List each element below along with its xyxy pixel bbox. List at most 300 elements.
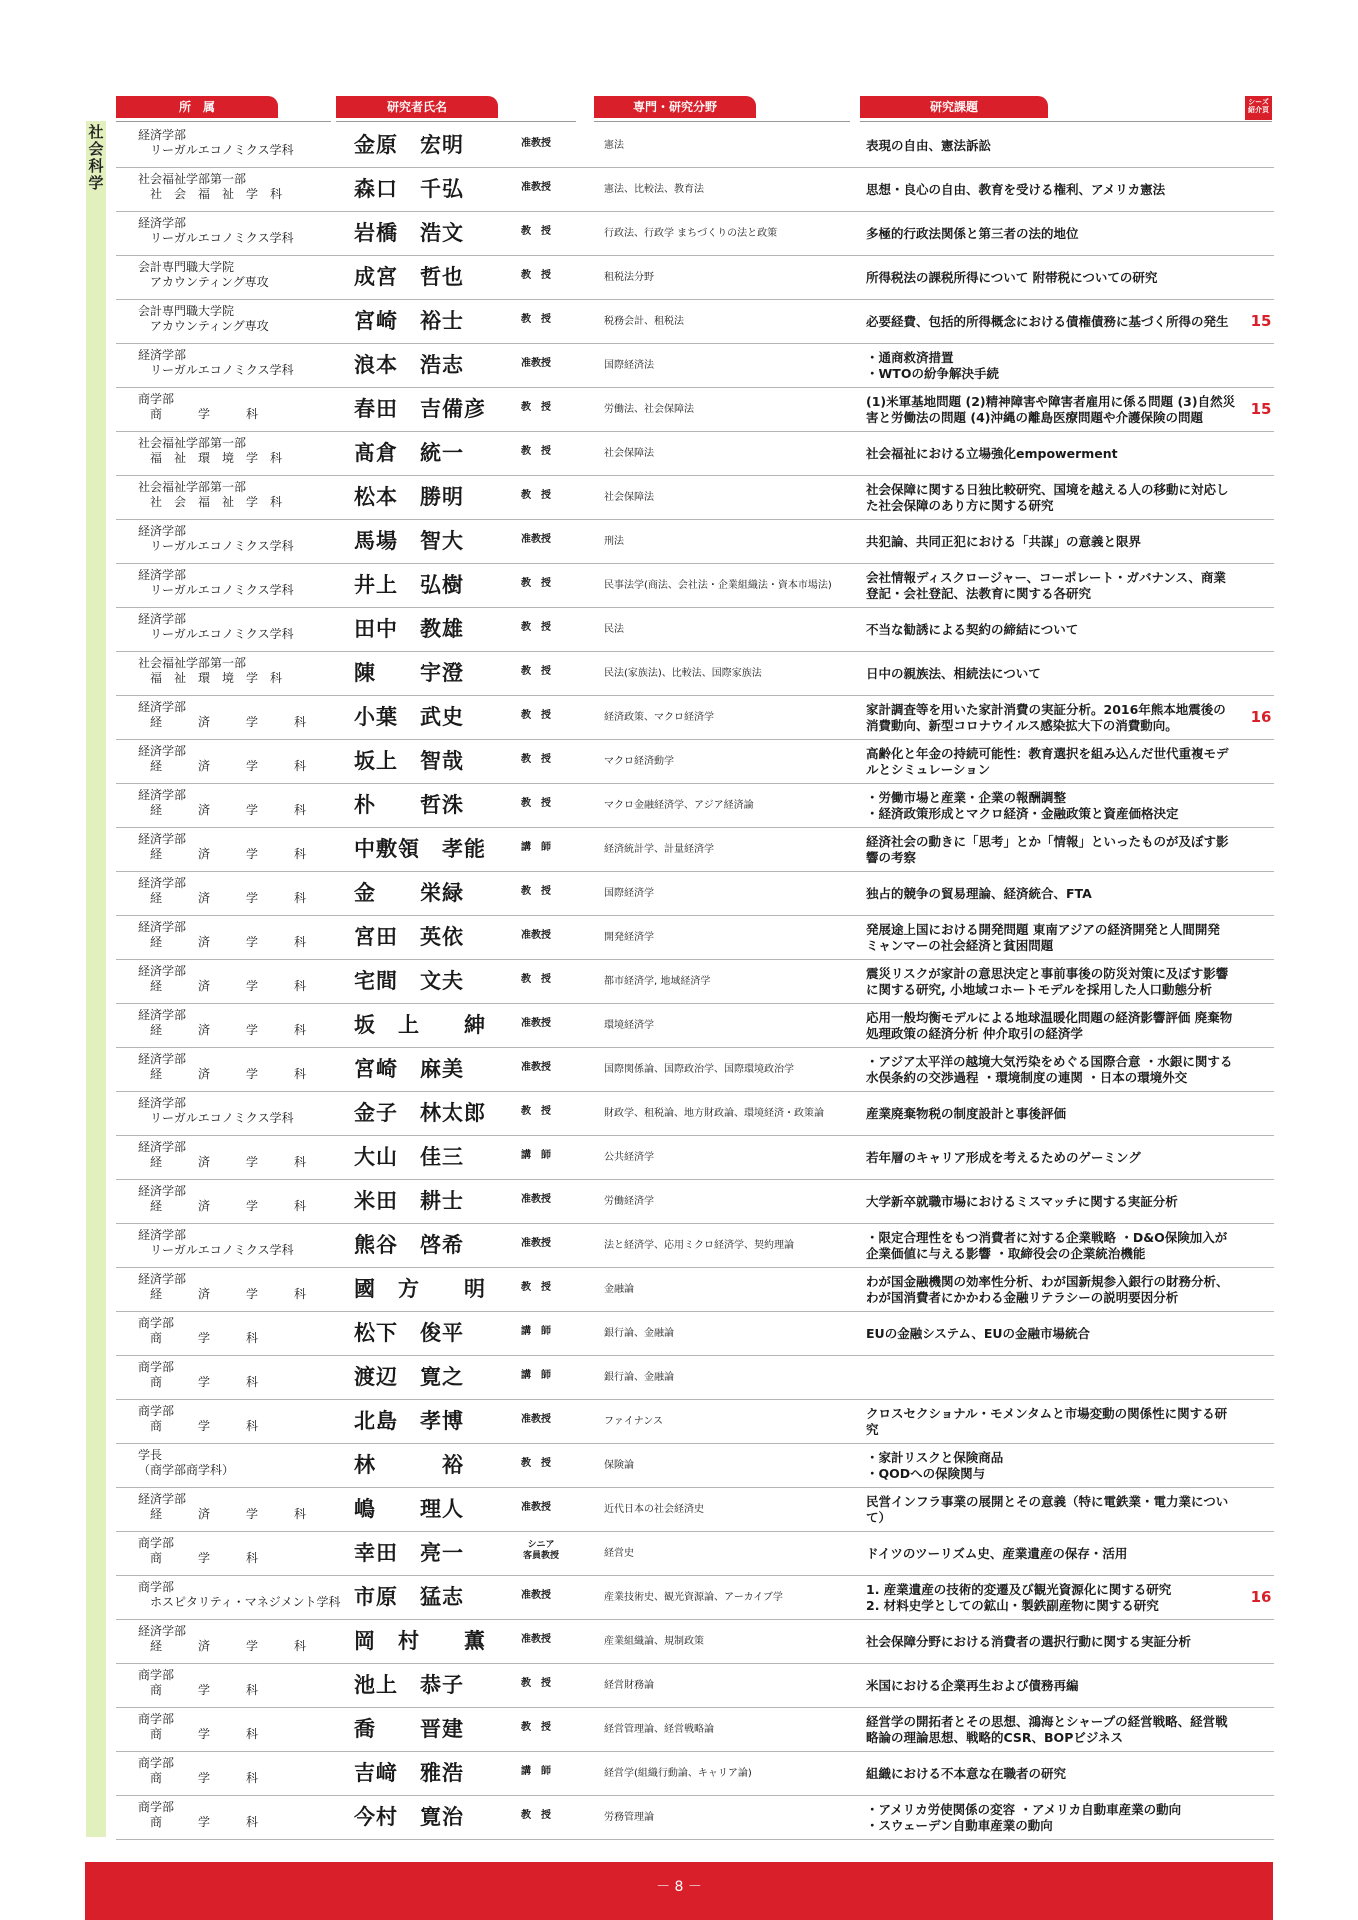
research-topic	[866, 1054, 1236, 1086]
table-row	[0, 1312, 1358, 1356]
research-field: 行政法、行政学 まちづくりの法と政策	[604, 228, 778, 239]
affiliation-faculty: 経済学部	[138, 216, 187, 230]
table-row	[0, 1576, 1358, 1620]
affiliation-faculty: 商学部	[138, 392, 175, 406]
affiliation-faculty: 経済学部	[138, 1140, 187, 1154]
research-topic	[866, 1758, 1236, 1790]
researcher-title: 講 師	[521, 1326, 551, 1337]
affiliation-faculty: 経済学部	[138, 744, 187, 758]
affiliation	[138, 480, 328, 510]
research-topic	[866, 922, 1236, 954]
research-field: 開発経済学	[604, 932, 654, 943]
research-topic-text: 1. 産業遺産の技術的変遷及び観光資源化に関する研究 2. 材料史学としての鉱山・製鉄副産物に関する研究	[866, 1582, 1172, 1613]
researcher-name: 松本 勝明	[354, 485, 464, 509]
affiliation-faculty: 経済学部	[138, 1624, 187, 1638]
affiliation-department: 経 済 学 科	[138, 1287, 307, 1301]
table-row	[0, 1004, 1358, 1048]
researcher-name: 喬 晋建	[354, 1717, 464, 1741]
affiliation-faculty: 経済学部	[138, 1096, 187, 1110]
research-topic	[866, 174, 1236, 206]
researcher-title: 教 授	[521, 1282, 551, 1293]
research-field: 財政学、租税論、地方財政論、環境経済・政策論	[604, 1108, 824, 1119]
research-topic-text: 会社情報ディスクロージャー、コーポレート・ガバナンス、商業登記・会社登記、法教育に関する各研究	[866, 570, 1226, 601]
affiliation-department: アカウンティング専攻	[138, 275, 269, 289]
research-topic-text: 共犯論、共同正犯における「共謀」の意義と限界	[866, 534, 1142, 549]
affiliation-faculty: 商学部	[138, 1536, 175, 1550]
table-row	[0, 696, 1358, 740]
seeds-page: 15	[1250, 400, 1272, 418]
researcher-title: 教 授	[521, 666, 551, 677]
researcher-name: 馬場 智大	[354, 529, 464, 553]
affiliation-department: 福 祉 環 境 学 科	[138, 671, 283, 685]
research-topic-text: 表現の自由、憲法訴訟	[866, 138, 992, 153]
affiliation-faculty: 学長	[138, 1448, 163, 1462]
researcher-title: 准教授	[521, 1590, 551, 1601]
affiliation	[138, 1404, 328, 1434]
researcher-title: 教 授	[521, 446, 551, 457]
affiliation	[138, 1316, 328, 1346]
affiliation	[138, 1668, 328, 1698]
affiliation	[138, 568, 328, 598]
researcher-name: 金子 林太郎	[354, 1101, 486, 1125]
table-row	[0, 300, 1358, 344]
research-field: 金融論	[604, 1284, 634, 1295]
table-row	[0, 1664, 1358, 1708]
research-topic	[866, 614, 1236, 646]
affiliation-faculty: 社会福祉学部第一部	[138, 480, 247, 494]
research-field: 民法	[604, 624, 624, 635]
affiliation-faculty: 経済学部	[138, 1052, 187, 1066]
header-field: 専門・研究分野	[594, 96, 756, 118]
researcher-title: 講 師	[521, 1370, 551, 1381]
researcher-name: 髙倉 統一	[354, 441, 464, 465]
affiliation	[138, 1492, 328, 1522]
affiliation-faculty: 社会福祉学部第一部	[138, 436, 247, 450]
researcher-title: 教 授	[521, 1458, 551, 1469]
affiliation-department: 商 学 科	[138, 407, 259, 421]
research-topic-text: ・限定合理性をもつ消費者に対する企業戦略 ・D&O保険加入が企業価値に与える影響 ・取締役会の企業統治機能	[866, 1230, 1228, 1261]
researcher-name: 春田 吉備彦	[354, 397, 486, 421]
researcher-title: 教 授	[521, 402, 551, 413]
category-label: 社 会 科 学	[88, 123, 104, 192]
affiliation	[138, 524, 328, 554]
research-field: 経営学(組織行動論、キャリア論)	[604, 1768, 752, 1779]
affiliation	[138, 260, 328, 290]
affiliation-department: 経 済 学 科	[138, 1155, 307, 1169]
research-topic	[866, 1274, 1236, 1306]
researcher-name: 北島 孝博	[354, 1409, 464, 1433]
researcher-title: 准教授	[521, 182, 551, 193]
affiliation-department: リーガルエコノミクス学科	[138, 1111, 294, 1125]
research-topic-text: 民営インフラ事業の展開とその意義（特に電鉄業・電力業について）	[866, 1494, 1229, 1525]
research-field: 民事法学(商法、会社法・企業組織法・資本市場法)	[604, 580, 832, 591]
research-field: 刑法	[604, 536, 624, 547]
affiliation-department: 経 済 学 科	[138, 715, 307, 729]
researcher-title: 教 授	[521, 1106, 551, 1117]
table-row	[0, 344, 1358, 388]
affiliation-department: 商 学 科	[138, 1331, 259, 1345]
table-row	[0, 520, 1358, 564]
affiliation	[138, 920, 328, 950]
research-topic-text: 所得税法の課税所得について 附帯税についての研究	[866, 270, 1158, 285]
research-topic	[866, 1318, 1236, 1350]
research-field: 保険論	[604, 1460, 634, 1471]
research-topic-text: 組織における不本意な在職者の研究	[866, 1766, 1067, 1781]
affiliation-department: 経 済 学 科	[138, 1199, 307, 1213]
table-row	[0, 1092, 1358, 1136]
researcher-name: 池上 恭子	[354, 1673, 464, 1697]
affiliation	[138, 128, 328, 158]
research-topic-text: ・アメリカ労使関係の変容 ・アメリカ自動車産業の動向 ・スウェーデン自動車産業の動向	[866, 1802, 1182, 1833]
research-topic	[866, 1714, 1236, 1746]
table-row	[0, 1620, 1358, 1664]
researcher-name: 成宮 哲也	[354, 265, 464, 289]
researcher-name: 大山 佳三	[354, 1145, 464, 1169]
affiliation-faculty: 商学部	[138, 1668, 175, 1682]
affiliation	[138, 964, 328, 994]
affiliation-faculty: 経済学部	[138, 876, 187, 890]
research-topic	[866, 570, 1236, 602]
research-topic	[866, 966, 1236, 998]
table-row	[0, 212, 1358, 256]
table-row	[0, 1224, 1358, 1268]
table-row	[0, 168, 1358, 212]
research-topic-text: 家計調査等を用いた家計消費の実証分析。2016年熊本地震後の消費動向、新型コロナウイルス感染拡大下の消費動向。	[866, 702, 1226, 733]
research-topic	[866, 1626, 1236, 1658]
researcher-title: シニア 客員教授	[522, 1540, 559, 1561]
table-row	[0, 388, 1358, 432]
research-topic-text: 産業廃棄物税の制度設計と事後評価	[866, 1106, 1067, 1121]
affiliation-faculty: 経済学部	[138, 788, 187, 802]
researcher-name: 嶋 理人	[354, 1497, 464, 1521]
table-row	[0, 432, 1358, 476]
research-topic	[866, 130, 1236, 162]
affiliation	[138, 1096, 328, 1126]
researcher-title: 教 授	[521, 314, 551, 325]
researcher-name: 宮田 英依	[354, 925, 464, 949]
affiliation	[138, 1008, 328, 1038]
affiliation-faculty: 商学部	[138, 1712, 175, 1726]
researcher-title: 准教授	[521, 1414, 551, 1425]
affiliation-department: 商 学 科	[138, 1727, 259, 1741]
affiliation-department: 商 学 科	[138, 1771, 259, 1785]
table-row	[0, 1136, 1358, 1180]
affiliation-department: 経 済 学 科	[138, 891, 307, 905]
affiliation	[138, 1272, 328, 1302]
affiliation-department: リーガルエコノミクス学科	[138, 231, 294, 245]
researcher-title: 准教授	[521, 1018, 551, 1029]
research-topic-text: EUの金融システム、EUの金融市場統合	[866, 1326, 1091, 1341]
affiliation	[138, 1800, 328, 1830]
affiliation-department: 経 済 学 科	[138, 847, 307, 861]
affiliation-department: 商 学 科	[138, 1419, 259, 1433]
researcher-name: 浪本 浩志	[354, 353, 464, 377]
affiliation	[138, 216, 328, 246]
research-topic-text: 社会福祉における立場強化empowerment	[866, 446, 1118, 461]
affiliation-department: 経 済 学 科	[138, 759, 307, 773]
table-row	[0, 1180, 1358, 1224]
research-field: 近代日本の社会経済史	[604, 1504, 704, 1515]
researcher-title: 講 師	[521, 1766, 551, 1777]
affiliation	[138, 1140, 328, 1170]
research-field: マクロ経済動学	[604, 756, 674, 767]
affiliation-department: 経 済 学 科	[138, 1067, 307, 1081]
table-row	[0, 784, 1358, 828]
researcher-title: 教 授	[521, 1722, 551, 1733]
affiliation-department: リーガルエコノミクス学科	[138, 627, 294, 641]
research-topic-text: クロスセクショナル・モメンタムと市場変動の関係性に関する研究	[866, 1406, 1228, 1437]
researcher-name: 宮崎 裕士	[354, 309, 464, 333]
researcher-title: 准教授	[521, 1634, 551, 1645]
research-field: 都市経済学, 地域経済学	[604, 976, 711, 987]
table-row	[0, 916, 1358, 960]
affiliation-faculty: 経済学部	[138, 128, 187, 142]
affiliation	[138, 1756, 328, 1786]
table-row	[0, 828, 1358, 872]
research-topic-text: ・通商救済措置 ・WTOの紛争解決手続	[866, 350, 999, 381]
research-topic	[866, 1494, 1236, 1526]
affiliation-faculty: 商学部	[138, 1580, 175, 1594]
researcher-name: 金 栄緑	[354, 881, 464, 905]
affiliation-faculty: 経済学部	[138, 1272, 187, 1286]
affiliation-department: 商 学 科	[138, 1551, 259, 1565]
seeds-page: 16	[1250, 708, 1272, 726]
research-topic	[866, 834, 1236, 866]
research-topic	[866, 1538, 1236, 1570]
research-topic-text: ・家計リスクと保険商品 ・QODへの保険関与	[866, 1450, 1004, 1481]
research-topic-text: 経済社会の動きに「思考」とか「情報」といったものが及ぼす影響の考察	[866, 834, 1229, 865]
researcher-name: 宅間 文夫	[354, 969, 464, 993]
research-topic-text: 必要経費、包括的所得概念における債権債務に基づく所得の発生	[866, 314, 1229, 329]
seeds-page: 15	[1250, 312, 1272, 330]
table-row	[0, 652, 1358, 696]
researcher-title: 准教授	[521, 930, 551, 941]
affiliation	[138, 1448, 328, 1478]
research-field: 労務管理論	[604, 1812, 654, 1823]
research-topic	[866, 1450, 1236, 1482]
research-topic-text: 経営学の開拓者とその思想、鴻海とシャープの経営戦略、経営戦略論の理論思想、戦略的CSR、BOPビジネス	[866, 1714, 1228, 1745]
table-row	[0, 960, 1358, 1004]
table-row	[0, 1444, 1358, 1488]
affiliation-department: アカウンティング専攻	[138, 319, 269, 333]
research-topic-text: 大学新卒就職市場におけるミスマッチに関する実証分析	[866, 1194, 1178, 1209]
affiliation	[138, 788, 328, 818]
researcher-name: 坂上 智哉	[354, 749, 464, 773]
researcher-name: 吉﨑 雅浩	[354, 1761, 464, 1785]
research-field: 租税法分野	[604, 272, 654, 283]
table-row	[0, 740, 1358, 784]
researcher-name: 陳 宇澄	[354, 661, 464, 685]
research-field: 労働経済学	[604, 1196, 654, 1207]
affiliation-department: 福 祉 環 境 学 科	[138, 451, 283, 465]
affiliation-faculty: 商学部	[138, 1800, 175, 1814]
researcher-title: 教 授	[521, 1810, 551, 1821]
affiliation	[138, 744, 328, 774]
affiliation-department: リーガルエコノミクス学科	[138, 363, 294, 377]
research-topic-text: 震災リスクが家計の意思決定と事前事後の防災対策に及ぼす影響に関する研究, 小地域コホートモデルを採用した人口動態分析	[866, 966, 1229, 997]
research-topic	[866, 1098, 1236, 1130]
research-topic	[866, 1582, 1236, 1614]
researcher-name: 森口 千弘	[354, 177, 464, 201]
research-topic	[866, 1802, 1236, 1834]
researcher-title: 准教授	[521, 534, 551, 545]
research-field: 憲法	[604, 140, 624, 151]
affiliation	[138, 1536, 328, 1566]
research-field: 国際経済法	[604, 360, 654, 371]
research-topic-text: 独占的競争の貿易理論、経済統合、FTA	[866, 886, 1092, 901]
affiliation	[138, 436, 328, 466]
research-topic	[866, 262, 1236, 294]
table-row	[0, 256, 1358, 300]
research-field: 税務会計、租税法	[604, 316, 684, 327]
affiliation-department: 社 会 福 祉 学 科	[138, 495, 283, 509]
research-field: 社会保障法	[604, 492, 654, 503]
affiliation	[138, 172, 328, 202]
research-topic	[866, 1230, 1236, 1262]
research-topic	[866, 350, 1236, 382]
affiliation	[138, 1712, 328, 1742]
affiliation	[138, 1184, 328, 1214]
researcher-title: 教 授	[521, 710, 551, 721]
research-topic	[866, 878, 1236, 910]
researcher-name: 今村 寛治	[354, 1805, 464, 1829]
affiliation-department: 経 済 学 科	[138, 979, 307, 993]
research-field: 経営管理論、経営戦略論	[604, 1724, 714, 1735]
affiliation-faculty: 経済学部	[138, 832, 187, 846]
research-field: 経営史	[604, 1548, 634, 1559]
research-field: 公共経済学	[604, 1152, 654, 1163]
table-row	[0, 1488, 1358, 1532]
affiliation-faculty: 社会福祉学部第一部	[138, 172, 247, 186]
researcher-title: 准教授	[521, 358, 551, 369]
researcher-title: 教 授	[521, 622, 551, 633]
researcher-name: 宮崎 麻美	[354, 1057, 464, 1081]
researcher-name: 金原 宏明	[354, 133, 464, 157]
researcher-table	[0, 124, 1358, 1840]
researcher-title: 准教授	[521, 1238, 551, 1249]
affiliation-department: リーガルエコノミクス学科	[138, 583, 294, 597]
research-topic-text: 不当な勧誘による契約の締結について	[866, 622, 1079, 637]
research-field: 労働法、社会保障法	[604, 404, 694, 415]
table-row	[0, 1796, 1358, 1840]
research-topic-text: 多極的行政法関係と第三者の法的地位	[866, 226, 1079, 241]
affiliation-faculty: 経済学部	[138, 700, 187, 714]
affiliation-department: 商 学 科	[138, 1683, 259, 1697]
researcher-name: 米田 耕士	[354, 1189, 464, 1213]
research-topic-text: ・労働市場と産業・企業の報酬調整 ・経済政策形成とマクロ経済・金融政策と資産価格決定	[866, 790, 1179, 821]
table-row	[0, 1708, 1358, 1752]
researcher-title: 教 授	[521, 226, 551, 237]
research-topic	[866, 790, 1236, 822]
research-field: 社会保障法	[604, 448, 654, 459]
researcher-name: 熊谷 啓希	[354, 1233, 464, 1257]
affiliation-faculty: 経済学部	[138, 1008, 187, 1022]
affiliation-department: 社 会 福 祉 学 科	[138, 187, 283, 201]
research-topic	[866, 482, 1236, 514]
page-footer	[85, 1862, 1273, 1920]
researcher-name: 幸田 亮一	[354, 1541, 464, 1565]
affiliation	[138, 1052, 328, 1082]
affiliation-department: 経 済 学 科	[138, 1507, 307, 1521]
researcher-name: 岡 村 薫	[354, 1629, 486, 1653]
affiliation-faculty: 商学部	[138, 1404, 175, 1418]
affiliation-faculty: 商学部	[138, 1316, 175, 1330]
header-affiliation-rule	[116, 121, 331, 122]
research-topic-text: (1)米軍基地問題 (2)精神障害や障害者雇用に係る問題 (3)自然災害と労働法の問題 (4)沖縄の離島医療問題や介護保険の問題	[866, 394, 1236, 425]
research-field: 法と経済学、応用ミクロ経済学、契約理論	[604, 1240, 794, 1251]
affiliation-faculty: 経済学部	[138, 964, 187, 978]
research-topic-text: わが国金融機関の効率性分析、わが国新規参入銀行の財務分析、わが国消費者にかかわる金融リテラシーの説明要因分析	[866, 1274, 1229, 1305]
affiliation-department: 商 学 科	[138, 1375, 259, 1389]
researcher-name: 市原 猛志	[354, 1585, 464, 1609]
research-topic-text: 日中の親族法、相続法について	[866, 666, 1041, 681]
research-topic	[866, 1362, 1236, 1394]
affiliation	[138, 700, 328, 730]
affiliation-department: （商学部商学科）	[138, 1463, 235, 1477]
table-row	[0, 564, 1358, 608]
page-number: － 8 －	[656, 1879, 702, 1895]
research-topic-text: 若年層のキャリア形成を考えるためのゲーミング	[866, 1150, 1141, 1165]
research-topic	[866, 438, 1236, 470]
affiliation-department: リーガルエコノミクス学科	[138, 143, 294, 157]
affiliation-faculty: 会計専門職大学院	[138, 260, 235, 274]
research-topic	[866, 1010, 1236, 1042]
research-field: 銀行論、金融論	[604, 1328, 674, 1339]
header-affiliation: 所 属	[116, 96, 278, 118]
researcher-title: 教 授	[521, 1678, 551, 1689]
affiliation	[138, 876, 328, 906]
research-field: マクロ金融経済学、アジア経済論	[604, 800, 754, 811]
affiliation-faculty: 経済学部	[138, 568, 187, 582]
research-field: 国際関係論、国際政治学、国際環境政治学	[604, 1064, 794, 1075]
affiliation-faculty: 経済学部	[138, 524, 187, 538]
research-topic	[866, 1142, 1236, 1174]
affiliation	[138, 1624, 328, 1654]
research-topic	[866, 658, 1236, 690]
affiliation-department: 商 学 科	[138, 1815, 259, 1829]
affiliation	[138, 656, 328, 686]
research-field: 産業技術史、観光資源論、アーカイブ学	[604, 1592, 783, 1603]
affiliation-faculty: 経済学部	[138, 1492, 187, 1506]
table-row	[0, 1532, 1358, 1576]
affiliation-faculty: 会計専門職大学院	[138, 304, 235, 318]
research-topic	[866, 702, 1236, 734]
research-field: ファイナンス	[604, 1416, 663, 1427]
header-topic-rule	[860, 121, 1272, 122]
table-row	[0, 124, 1358, 168]
affiliation-department: 経 済 学 科	[138, 935, 307, 949]
research-field: 民法(家族法)、比較法、国際家族法	[604, 668, 762, 679]
researcher-title: 教 授	[521, 798, 551, 809]
affiliation-faculty: 経済学部	[138, 612, 187, 626]
table-row	[0, 476, 1358, 520]
header-field-rule	[594, 121, 850, 122]
affiliation-faculty: 経済学部	[138, 348, 187, 362]
research-topic-text: ドイツのツーリズム史、産業遺産の保存・活用	[866, 1546, 1128, 1561]
table-row	[0, 1048, 1358, 1092]
table-row	[0, 1356, 1358, 1400]
researcher-title: 教 授	[521, 754, 551, 765]
affiliation	[138, 1580, 341, 1610]
table-row	[0, 1752, 1358, 1796]
researcher-name: 渡辺 寛之	[354, 1365, 464, 1389]
table-row	[0, 608, 1358, 652]
research-topic-text: 思想・良心の自由、教育を受ける権利、アメリカ憲法	[866, 182, 1166, 197]
research-topic-text: 応用一般均衡モデルによる地球温暖化問題の経済影響評価 廃棄物処理政策の経済分析 仲介取引の経済学	[866, 1010, 1233, 1041]
affiliation-department: ホスピタリティ・マネジメント学科	[138, 1595, 341, 1609]
researcher-name: 岩橋 浩文	[354, 221, 464, 245]
affiliation-faculty: 経済学部	[138, 1228, 187, 1242]
